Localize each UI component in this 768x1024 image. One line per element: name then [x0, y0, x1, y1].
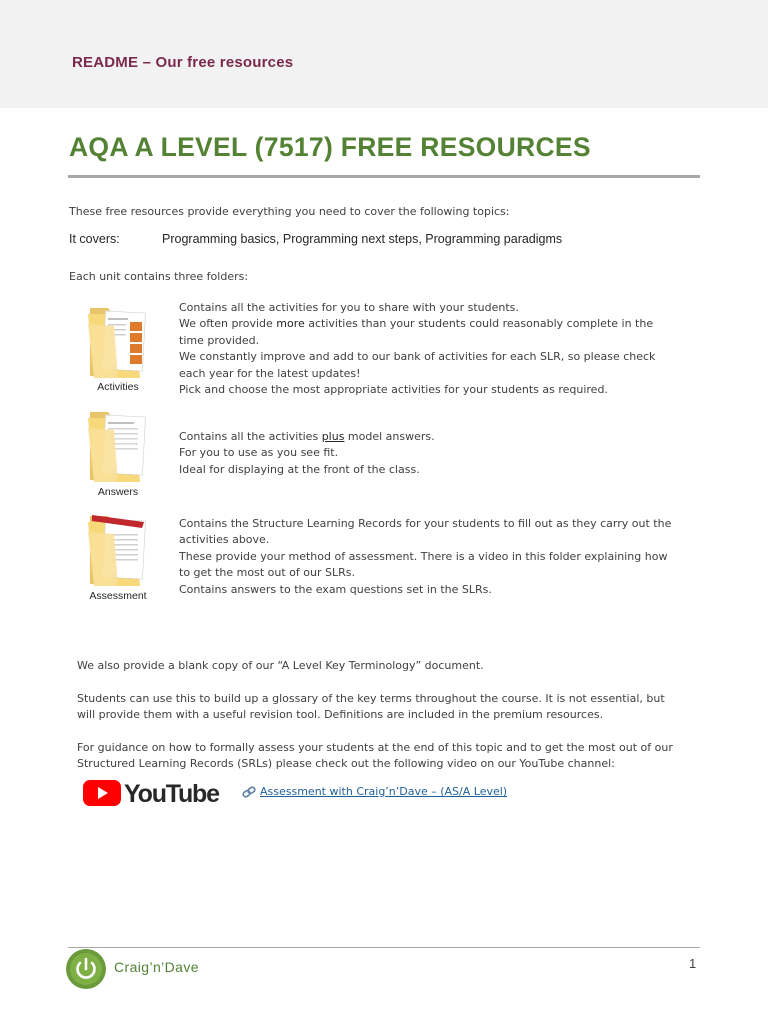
answers-text: Contains all the activities: [179, 430, 322, 443]
glossary-line: will provide them with a useful revision tool. Definitions are included in the premium resources.: [77, 708, 604, 722]
activities-text: We often provide: [179, 317, 277, 331]
page-number: 1: [689, 956, 697, 971]
video-link-text[interactable]: Assessment with Craig’n’Dave – (AS/A Level): [260, 785, 508, 798]
footer-divider: [68, 947, 700, 948]
activities-description: [179, 300, 699, 398]
folder-label-answers: Answers: [97, 486, 139, 498]
title-divider: [68, 175, 700, 178]
page-title: AQA A LEVEL (7517) FREE RESOURCES: [69, 132, 591, 162]
assessment-description: [179, 516, 699, 598]
activities-line: Pick and choose the most appropriate activities for your students as required.: [179, 383, 608, 397]
link-icon: [242, 786, 256, 798]
folder-assessment-icon: [84, 512, 154, 587]
glossary-paragraph: [77, 691, 665, 724]
terminology-paragraph: [77, 658, 484, 674]
assessment-line: Contains answers to the exam questions set in the SLRs.: [179, 582, 492, 596]
terminology-line: We also provide a blank copy of our “A Level Key Terminology” document.: [77, 659, 484, 672]
activities-line: [179, 316, 699, 332]
folder-activities-icon: [84, 304, 154, 379]
youtube-logo[interactable]: [83, 779, 219, 808]
answers-line: Ideal for displaying at the front of the class.: [179, 462, 420, 476]
video-link[interactable]: [242, 785, 507, 798]
guidance-paragraph: [77, 740, 673, 773]
answers-line: For you to use as you see fit.: [179, 446, 339, 460]
covers-value: Programming basics, Programming next steps, Programming paradigms: [162, 232, 563, 246]
intro-text: These free resources provide everything you need to cover the following topics:: [69, 205, 510, 218]
guidance-line: Structured Learning Records (SRLs) please check out the following video on our YouTube channel:: [77, 757, 615, 771]
activities-line: time provided.: [179, 333, 260, 347]
folder-label-assessment: Assessment: [89, 590, 147, 602]
activities-line: Contains all the activities for you to share with your students.: [179, 301, 519, 314]
youtube-logo-text: YouTube: [124, 780, 219, 808]
assessment-line: activities above.: [179, 533, 270, 547]
craig-n-dave-logo-icon: [65, 948, 107, 990]
answers-line: [179, 429, 699, 445]
activities-line: each year for the latest updates!: [179, 366, 361, 380]
units-intro-text: Each unit contains three folders:: [69, 270, 249, 283]
activities-text: activities than your students could reasonably complete in the: [304, 317, 654, 331]
assessment-line: to get the most out of our SLRs.: [179, 566, 355, 580]
header-title: README – Our free resources: [72, 54, 294, 71]
activities-line: We constantly improve and add to our bank of activities for each SLR, so please check: [179, 350, 656, 364]
glossary-line: Students can use this to build up a glossary of the key terms throughout the course. It is not essential, but: [77, 692, 665, 705]
footer-brand: Craig’n’Dave: [114, 959, 199, 975]
assessment-line: These provide your method of assessment. There is a video in this folder explaining how: [179, 549, 668, 563]
emphasis-more: more: [276, 317, 305, 331]
guidance-line: For guidance on how to formally assess your students at the end of this topic and to get the most out of our: [77, 741, 673, 754]
covers-label: It covers:: [69, 232, 120, 246]
assessment-line: Contains the Structure Learning Records for your students to fill out as they carry out the: [179, 517, 672, 530]
emphasis-plus: plus: [321, 430, 345, 443]
answers-text: model answers.: [344, 430, 435, 443]
answers-description: [179, 429, 699, 478]
folder-answers-icon: [84, 408, 154, 483]
folder-label-activities: Activities: [97, 381, 139, 393]
